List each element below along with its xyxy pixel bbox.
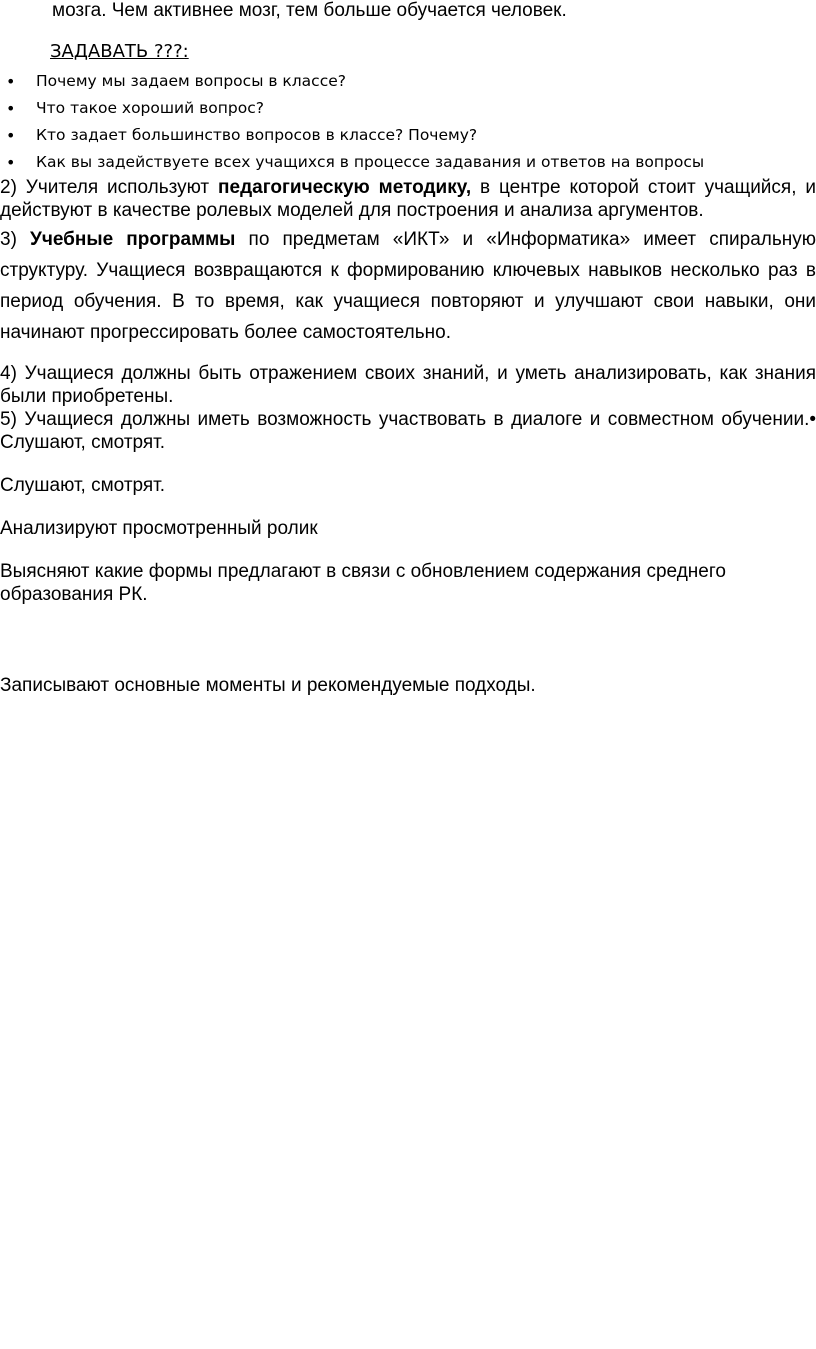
line-listen: Слушают, смотрят. bbox=[0, 475, 166, 496]
item3-suffix: по предметам «ИКТ» и «Информатика» имеет спиральную структуру. Учащиеся возвращаются к формированию ключевых навыков несколько раз в период обучения. В то время, как учащиеся повторяют и улучшают свои навыки, они начинают прогрессировать более самостоятельно. bbox=[0, 229, 816, 343]
item3-prefix: 3) bbox=[0, 229, 31, 250]
item3-bold: Учебные программы bbox=[30, 229, 236, 250]
item2-bold: педагогическую методику, bbox=[218, 177, 472, 198]
line-analyze: Анализируют просмотренный ролик bbox=[0, 518, 318, 539]
question-text: Как вы задействуете всех учащихся в процессе задавания и ответов на вопросы bbox=[36, 153, 705, 171]
paragraph-item-4: 4) Учащиеся должны быть отражением своих знаний, и уметь анализировать, как знания были приобретены. bbox=[0, 363, 816, 407]
question-text: Кто задает большинство вопросов в классе? Почему? bbox=[36, 126, 478, 144]
paragraph-item-5: 5) Учащиеся должны иметь возможность участвовать в диалоге и совместном обучении.• Слушают, смотрят. bbox=[0, 409, 816, 453]
paragraph-item-2 bbox=[0, 176, 816, 222]
question-text: Что такое хороший вопрос? bbox=[36, 99, 264, 117]
bullet-icon: • bbox=[6, 153, 16, 172]
list-item bbox=[0, 68, 816, 95]
list-item bbox=[0, 95, 816, 122]
bullet-icon: • bbox=[6, 126, 16, 145]
bullet-icon: • bbox=[6, 72, 16, 91]
item2-suffix: в центре которой стоит учащийся, и действуют в качестве ролевых моделей для построения и анализа аргументов. bbox=[0, 177, 816, 221]
intro-line: мозга. Чем активнее мозг, тем больше обучается человек. bbox=[52, 0, 567, 21]
paragraph-item-3 bbox=[0, 224, 816, 348]
item2-prefix: 2) Учителя используют bbox=[0, 177, 219, 198]
question-text: Почему мы задаем вопросы в классе? bbox=[36, 72, 346, 90]
list-item bbox=[0, 122, 816, 149]
list-item bbox=[0, 149, 816, 176]
line-clarify: Выясняют какие формы предлагают в связи с обновлением содержания среднего образования РК. bbox=[0, 561, 726, 605]
bullet-icon: • bbox=[6, 99, 16, 118]
line-record: Записывают основные моменты и рекомендуемые подходы. bbox=[0, 675, 536, 696]
ask-heading: ЗАДАВАТЬ ???: bbox=[50, 41, 189, 62]
questions-list bbox=[0, 68, 816, 176]
